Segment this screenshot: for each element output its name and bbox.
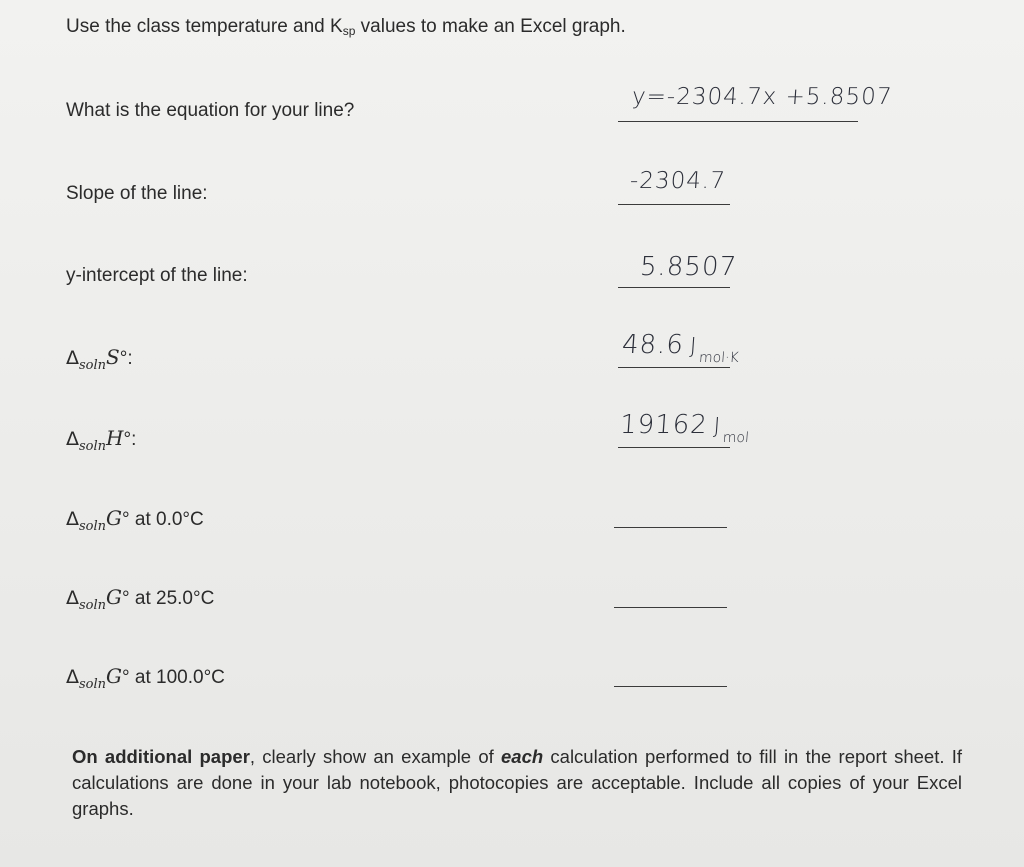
intercept-answer-line[interactable] [618, 287, 730, 288]
enthalpy-answer-line[interactable] [618, 447, 730, 448]
entropy-question-label: $\Delta_{soln}S^\circ$: [66, 345, 133, 373]
entropy-answer-line[interactable] [618, 367, 730, 368]
gibbs-0c-answer-line[interactable] [614, 527, 727, 528]
equation-answer-line[interactable] [618, 121, 858, 122]
intercept-question-label: y-intercept of the line: [66, 265, 248, 286]
gibbs-100c-question-label: $\Delta_{soln}G^\circ$ at 100.0°C [66, 664, 225, 692]
enthalpy-answer-handwritten: 19162 J mol [618, 410, 750, 446]
footer-instructions: On additional paper, clearly show an example of each calculation performed to fill in the report sheet. If calculations are done in your lab notebook, photocopies are acceptable. Include all copies of your Excel graphs. [72, 746, 962, 819]
equation-answer-handwritten: y=-2304.7x +5.8507 [631, 84, 894, 110]
gibbs-25c-answer-line[interactable] [614, 607, 727, 608]
gibbs-25c-question-label: $\Delta_{soln}G^\circ$ at 25.0°C [66, 585, 215, 613]
slope-answer-handwritten: -2304.7 [629, 168, 727, 194]
entropy-answer-handwritten: 48.6 J mol·K [620, 330, 740, 366]
instruction-text: Use the class temperature and $K_{sp}$ values to make an Excel graph. [66, 16, 626, 38]
enthalpy-question-label: $\Delta_{soln}H^\circ$: [66, 426, 137, 454]
slope-question-label: Slope of the line: [66, 183, 208, 204]
slope-answer-line[interactable] [618, 204, 730, 205]
equation-question-label: What is the equation for your line? [66, 100, 355, 121]
gibbs-100c-answer-line[interactable] [614, 686, 727, 687]
intercept-answer-handwritten: 5.8507 [638, 252, 739, 282]
gibbs-0c-question-label: $\Delta_{soln}G^\circ$ at 0.0°C [66, 506, 204, 534]
